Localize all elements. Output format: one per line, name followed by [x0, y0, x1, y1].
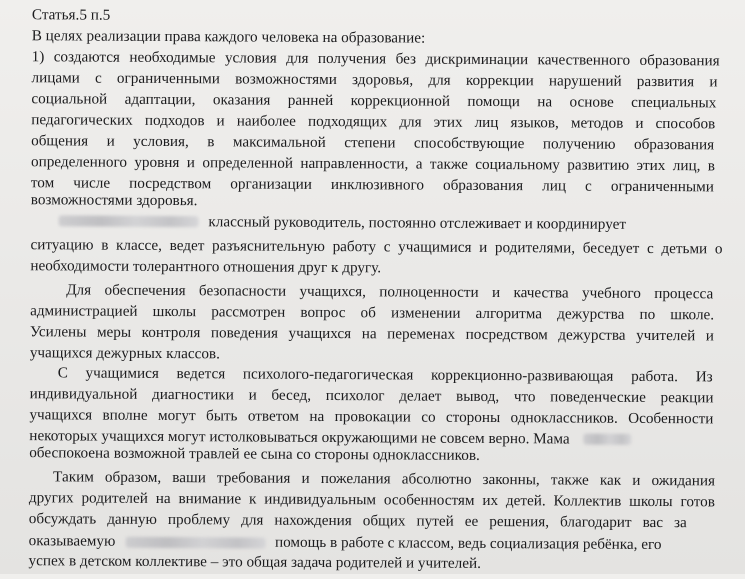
text-line: лицами с ограниченными возможностями здоровья, для коррекции нарушений развития и	[31, 69, 718, 91]
text-line: обсуждать данную проблему для нахождения общих путей ее решения, благодарит вас за	[28, 510, 687, 532]
text-line: учащихся дежурных классов.	[29, 344, 220, 363]
text-line: общения и условия, в максимальной степени способствующие получению образования	[31, 132, 715, 154]
text-line: педагогических подходов и наиболее подходящих для этих лиц языков, методов и способов	[31, 111, 716, 133]
text-line: С учащимися ведется психолого-педагогическая коррекционно-развивающая работа. Из	[57, 364, 713, 386]
text-line: том числе посредством организации инклюзивного образования лиц с ограниченными	[30, 174, 714, 196]
text-line: В целях реализации права каждого человека на образование:	[31, 27, 426, 47]
redacted-name	[59, 215, 199, 227]
text-line: обеспокоена возможной травлей ее сына со стороны одноклассников.	[29, 444, 480, 464]
text-line: учащихся вполне могут быть ответом на провокации со стороны одноклассников. Особенности	[29, 406, 714, 428]
text-line-content: некоторых учащихся могут истолковываться окружающими не совсем верно. Мама	[29, 427, 570, 448]
text-line	[59, 210, 714, 235]
text-line: администрацией школы рассмотрен вопрос об изменении алгоритма дежурства по школе.	[30, 302, 715, 324]
text-line-content: классный руководитель, постоянно отслеживает и координирует	[208, 213, 627, 233]
text-line: ситуацию в классе, ведет разъяснительную работу с учащимися и родителями, беседует с детьми о	[30, 236, 723, 258]
text-line-content: оказываемую	[28, 532, 116, 550]
text-line: Усилены меры контроля поведения учащихся на переменах посредством дежурства учителей и	[29, 323, 715, 345]
text-line: 1) создаются необходимые условия для получения без дискриминации качественного образования	[31, 48, 720, 70]
redacted-name	[583, 433, 631, 444]
article-reference: Статья.5 п.5	[31, 6, 111, 24]
text-line: Для обеспечения безопасности учащихся, полноценности и качества учебного процесса	[66, 281, 714, 303]
text-line: Таким образом, ваши требования и пожелания абсолютно законны, также как и ожидания	[53, 468, 716, 490]
text-line: определенного уровня и определенной направленности, а также социальному развитию этих лиц, в	[30, 153, 716, 175]
text-line: возможностями здоровья.	[30, 191, 198, 210]
text-line: индивидуальной диагностики и бесед, психолог делает вывод, что поведенческие реакции	[29, 385, 714, 407]
text-line: успех в детском коллективе – это общая задача родителей и учителей.	[28, 552, 481, 572]
text-line: необходимости толерантного отношения друг к другу.	[30, 257, 382, 277]
text-line-content: помощь в работе с классом, ведь социализация ребёнка, его	[274, 533, 662, 554]
text-line: социальной адаптации, оказания ранней коррекционной помощи на основе специальных	[31, 90, 717, 112]
redacted-name	[125, 537, 265, 549]
text-line: других родителей на внимание к индивидуальным особенностям их детей. Коллектив школы готов	[28, 489, 715, 511]
